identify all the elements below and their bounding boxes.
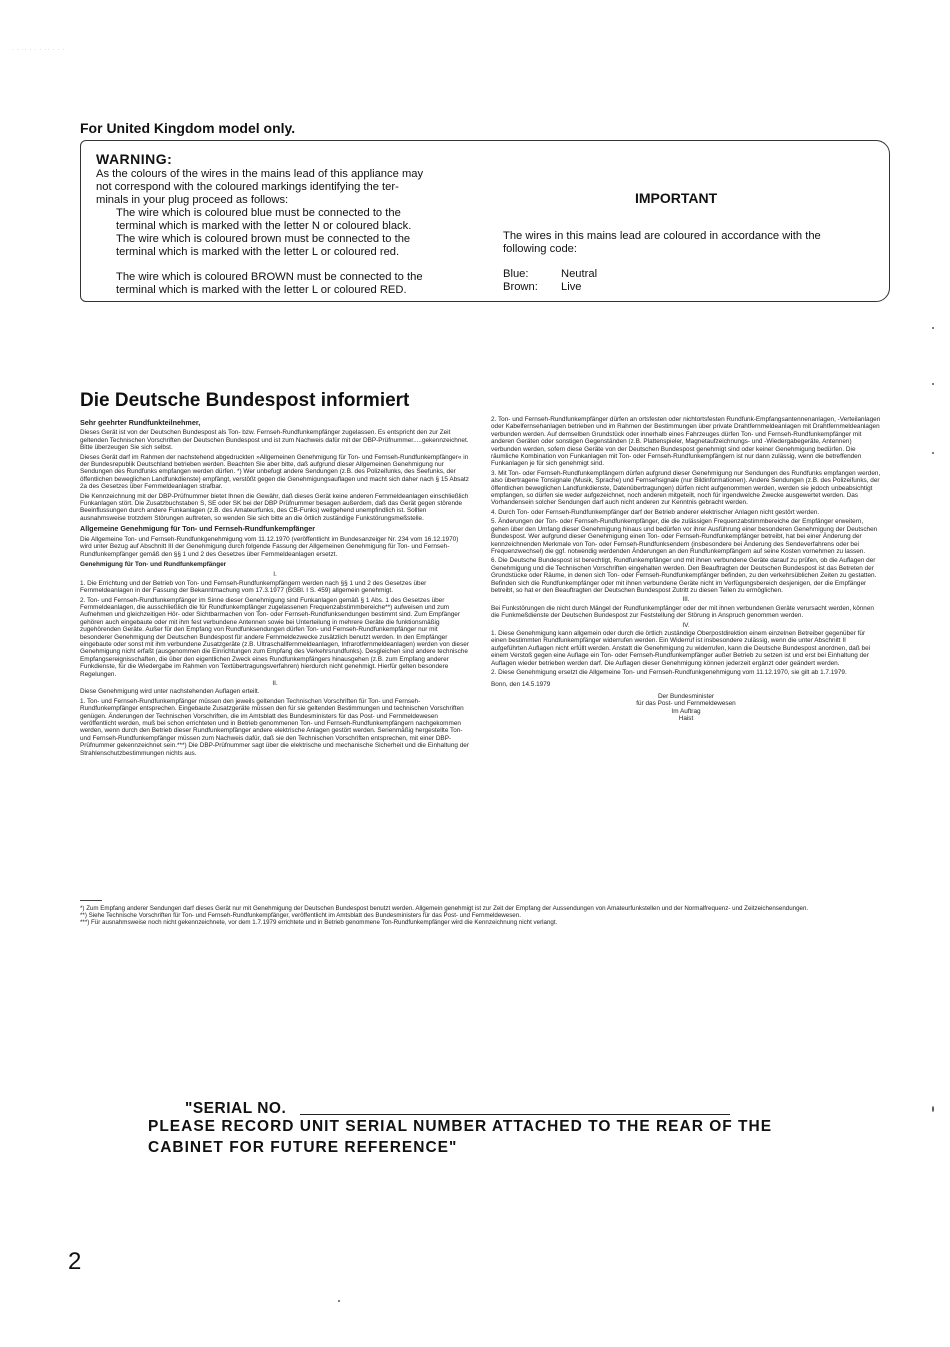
warning-final-line: terminal which is marked with the letter L or coloured RED. (116, 284, 407, 296)
salutation: Sehr geehrter Rundfunkteilnehmer, (80, 418, 201, 427)
section-item: 1. Diese Genehmigung kann allgemein oder durch die örtlich zuständige Oberpostdirektion einem einzelnen Betreiber gegenüber für einen bestimmten Rundfunkempfänger widerrufen werden. Ein Widerruf ist insbesondere zulässig, wenn die unter Abschnitt II aufgeführten Auflagen nicht erfüllt werden. Anstatt die Genehmigung zu widerrufen, kann die Deutsche Bundespost anordnen, daß bei einem Verstoß gegen eine Auflage ein Ton- oder Fernseh-Rundfunkempfänger außer Betrieb zu setzen ist und erst bei Einhaltung der Auflagen wieder betrieben werden darf. Die Auflagen dieser Genehmigung können jederzeit ergänzt oder geändert werden. (491, 629, 871, 667)
section-item: 2. Ton- und Fernseh-Rundfunkempfänger im Sinne dieser Genehmigung sind Funkanlagen gemäß § 1 Abs. 1 des Gesetzes über Fernmeldeanlagen, die ausschließlich die für Rundfunkempfänger zugelassenen Frequenzabstimmbereiche**) aufweisen und zum Aufnehmen und gleichzeitigen Hör- oder Sichtbarmachen von Ton- oder Fernseh-Rundfunksendungen bestimmt sind. Zum Empfänger gehören auch eingebaute oder mit ihm fest verbundene Antennen sowie bei Unterteilung in mehrere Geräte die funktionsmäßig zugehörenden Geräte. Außer für den Empfang von Rundfunksendungen dürfen Ton- und Fernseh-Rundfunkempfänger nur mit besonderer Genehmigung der Deutschen Bundespost für andere Fernmeldezwecke zusätzlich benutzt werden. In den Empfänger eingebaute oder sonst mit ihm verbundene Zusatzgeräte (z.B. Ultraschallfernmeldeanlagen, Infrarotfernmeldeanlagen) werden von dieser Genehmigung nicht erfaßt (ausgenommen die Einrichtungen zum Empfang des Verkehrsrundfunks). Desgleichen sind andere technische Empfangsereignisschaften, die über den eigentlichen Zweck eines Rundfunkempfängers hinausgehen (z.B. zum Empfang anderer Funkdienste, für die Wiedergabe im Rahmen von Textübertragungsverfahren) hierdurch nicht genehmigt. Hierfür gelten besondere Regelungen. (80, 596, 469, 678)
important-line: The wires in this mains lead are coloured in accordance with the (503, 230, 821, 242)
uk-model-title: For United Kingdom model only. (80, 120, 296, 136)
scan-speck (932, 452, 934, 454)
footnote: *) Zum Empfang anderer Sendungen darf dieses Gerät nur mit Genehmigung der Deutschen Bundespost benutzt werden. Allgemein genehmigt ist zur Zeit der Empfang der Aussendungen von Amateurfunkstellen und der Normalfrequenz- und Zeitzeichensendungen. (80, 905, 809, 912)
intro-paragraph: Dieses Gerät ist von der Deutschen Bundespost als Ton- bzw. Fernseh-Rundfunkempfänger zugelassen. Es entspricht den zur Zeit geltenden Technischen Vorschriften der Deutschen Bundespost und ist zum Nachweis dafür mit der DBP-Prüfnummer.....gekennzeichnet. Bitte überzeugen Sie sich selbst. (80, 429, 469, 452)
intro-paragraph: Die Kennzeichnung mit der DBP-Prüfnummer bietet Ihnen die Gewähr, daß dieses Gerät keine anderen Fernmeldeanlagen einschließlich Funkanlagen stört. Die Zusatzbuchstaben S, SE oder SK bei der DBP Prüfnummer besagen außerdem, daß das Gerät gegen störende Beeinflussungen durch andere Funkanlagen (z.B. des Amateurfunks, des CB-Funks) weitgehend unempfindlich ist. Sollten ausnahmsweise trotzdem Störungen auftreten, so wenden Sie sich bitte an die örtlich zuständige Funkstörungsmeßstelle. (80, 492, 469, 522)
warning-indented-line: terminal which is marked with the letter L or coloured red. (116, 246, 400, 258)
roman-numeral: III. (682, 596, 690, 604)
section-item: 3. Mit Ton- oder Fernseh-Rundfunkempfängern dürfen aufgrund dieser Genehmigung nur Sendungen des Rundfunks empfangen werden, also übertragene Tonsignale (Musik, Sprache) und Fernsehsignale (nur Bildinformationen). Andere Sendungen (z.B. des Polizeifunks, der öffentlichen beweglichen Landfunkdienste, Datenübertragungen) dürfen nicht aufgenommen werden, werden sie jedoch unbeabsichtigt empfangen, so dürfen sie weder aufgezeichnet, noch anderen mitgeteilt, noch für irgendwelche Zwecke ausgewertet werden. Das Vorhandensein solcher Sendungen darf auch nicht anderen zur Kenntnis gebracht werden. (491, 469, 881, 507)
signature-line: Haist (678, 715, 694, 723)
signature-line: Im Auftrag (671, 707, 701, 715)
warning-line: minals in your plug proceed as follows: (96, 194, 289, 206)
footnote: ***) Für ausnahmsweise noch nicht gekennzeichnete, vor dem 1.7.1979 errichtete und in Betrieb genommene Ton-Rundfunkempfänger wird die Kennzeichnung nicht verlangt. (80, 919, 558, 927)
important-heading: IMPORTANT (635, 190, 718, 206)
german-text-left-column (80, 416, 470, 759)
section-item: 2. Diese Genehmigung ersetzt die Allgemeine Ton- und Fernseh-Rundfunkgenehmigung vom 11.12.1970, sie gilt ab 1.7.1979. (491, 669, 847, 676)
bundespost-title: Die Deutsche Bundespost informiert (80, 390, 410, 411)
footnote: **) Siehe Technische Vorschriften für Ton- und Fernseh-Rundfunkempfänger, veröffentlicht im Amtsblatt des Bundesministers für das Post- und Fernmeldewesen. (80, 912, 521, 920)
scan-speck (932, 1106, 934, 1112)
scan-speck (932, 383, 934, 385)
signature-line: Der Bundesminister (657, 692, 715, 700)
signature-line: für das Post- und Fernmeldewesen (636, 700, 736, 708)
section-item: 2. Ton- und Fernseh-Rundfunkempfänger dürfen an ortsfesten oder nichtortsfesten Rundfunk-Empfangsantennenanlagen, -Verteilanlagen oder Kabelfernsehanlagen betrieben und im Rahmen der Bestimmungen über private Drahtfernmeldeanlagen mit Drahtfernmeldeanlagen verbunden werden. Auf demselben Grundstück oder innerhalb eines Fahrzeuges dürfen Ton- und Fernseh-Rundfunkempfänger mit anderen Geräten oder sonstigen Gegenständen (z.B. Plattenspieler, Magnetaufzeichnungs- und -Wiedergabegeräte, Antennen) verbunden werden, sofern diese Geräte von der Deutschen Bundespost genehmigt sind oder keiner Genehmigung bedürfen. Die räumliche Kombination von Funkanlagen mit Ton- oder Fernseh-Rundfunkempfängern ist nur dann zulässig, wenn die betreffenden Funkanlagen je für sich genehmigt sind. (491, 416, 881, 468)
scan-speck (338, 1300, 340, 1302)
section-item: 5. Änderungen der Ton- oder Fernseh-Rundfunkempfänger, die die zulässigen Frequenzabstimmbereiche der Empfänger erweitern, gehen über den Umfang dieser Genehmigung hinaus und bedürfen vor ihrer Ausführung einer besonderen Genehmigung der Deutschen Bundespost. Wer aufgrund dieser Genehmigung einen Ton- oder Fernseh-Rundfunkempfänger betreibt, hat bei einer Änderung der kennzeichnenden Merkmale von Ton- oder Fernseh-Rundfunksendern (insbesondere bei Änderung des Sendeverfahrens oder bei Frequenzwechsel) die ggf. notwendig werdenden Änderungen an den Rundfunkempfängern auf seine Kosten vornehmen zu lassen. (491, 518, 878, 555)
warning-indented-line: The wire which is coloured brown must be connected to the (116, 233, 411, 245)
footnotes (80, 905, 880, 927)
section-item: 1. Die Errichtung und der Betrieb von Ton- und Fernseh-Rundfunkempfängern werden nach §§ 1 und 2 des Gesetzes über Fernmeldeanlagen in der Fassung der Bekanntmachung vom 17.3.1977 (BGBl. I S. 459) allgemein genehmigt. (80, 579, 427, 595)
serial-instruction-line: PLEASE RECORD UNIT SERIAL NUMBER ATTACHED TO THE REAR OF THE (148, 1118, 773, 1135)
section-item: 4. Durch Ton- oder Fernseh-Rundfunkempfänger darf der Betrieb anderer elektrischer Anlagen nicht gestört werden. (491, 508, 820, 516)
roman-numeral: IV. (682, 621, 690, 629)
code-value-live: Live (561, 281, 582, 293)
footnote-rule (80, 900, 102, 901)
serial-no-blank-line (300, 1114, 730, 1115)
intro-paragraph: Dieses Gerät darf im Rahmen der nachstehend abgedruckten »Allgemeinen Genehmigung für Ton- und Fernseh-Rundfunkempfänger« in der Bundesrepublik Deutschland betrieben werden. Beachten Sie aber bitte, daß aufgrund dieser Allgemeinen Genehmigung nur Sendungen des Rundfunks empfangen werden dürfen. *) Wer unbefugt andere Sendungen (z.B. des Polizeifunks, des Seefunks, der öffentlichen beweglichen Landfunkdienste) empfängt, verstößt gegen die Genehmigungsauflagen und macht sich daher nach § 15 Absatz 2a des Gesetzes über Fernmeldeanlagen strafbar. (80, 453, 469, 491)
warning-line: As the colours of the wires in the mains lead of this appliance may (96, 168, 424, 180)
code-label-brown: Brown: (503, 281, 538, 293)
page-number: 2 (68, 1248, 82, 1275)
place-date: Bonn, den 14.5.1979 (491, 681, 551, 689)
section-paragraph: Bei Funkstörungen die nicht durch Mängel der Rundfunkempfänger oder der mit ihnen verbundenen Geräte verursacht werden, können die Funkmeßdienste der Deutschen Bundespost zur Feststellung der Störung in Anspruch genommen werden. (491, 604, 874, 620)
code-value-neutral: Neutral (561, 268, 598, 280)
serial-no-label: "SERIAL NO. (185, 1100, 287, 1117)
code-label-blue: Blue: (503, 268, 529, 280)
german-text-right-column (491, 416, 881, 722)
section-intro: Diese Genehmigung wird unter nachstehenden Auflagen erteilt. (80, 688, 260, 696)
allgemeine-heading: Allgemeine Genehmigung für Ton- und Fernseh-Rundfunkempfänger (80, 524, 316, 534)
scan-specks: · · ·· · · · ·· · · · (12, 47, 66, 53)
warning-line: not correspond with the coloured markings identifying the ter- (96, 181, 399, 193)
serial-instruction-line: CABINET FOR FUTURE REFERENCE" (148, 1139, 458, 1156)
warning-heading: WARNING: (96, 151, 173, 167)
warning-indented-line: The wire which is coloured blue must be connected to the (116, 207, 401, 219)
genehmigung-heading: Genehmigung für Ton- und Rundfunkempfänger (80, 560, 227, 568)
scan-speck (932, 327, 934, 329)
important-line: following code: (503, 243, 578, 255)
section-item: 1. Ton- und Fernseh-Rundfunkempfänger müssen den jeweils geltenden Technischen Vorschriften für Ton- und Fernseh-Rundfunkempfänger entsprechen. Eingebaute Zusatzgeräte müssen den für sie geltenden Bestimmungen und technischen Vorschriften genügen. Änderungen der Technischen Vorschriften, die im Amtsblatt des Bundesministers für das Post- und Fernmeldewesen veröffentlicht werden, muß bei schon errichteten und in Betrieb genommenen Ton- und Fernseh-Rundfunkempfängern nachgekommen werden, wenn durch den Betrieb dieser Rundfunkempfänger andere elektrische Anlagen gestört werden. Serienmäßig hergestellte Ton- und Fernseh-Rundfunkempfänger müssen zum Nachweis dafür, daß sie den Technischen Vorschriften entsprechen, mit einer DBP-Prüfnummer gekennzeichnet sein.***) Die DBP-Prüfnummer sagt über die elektrische und mechanische Sicherheit und die Einhaltung der Strahlenschutzbestimmungen nichts aus. (80, 697, 469, 757)
roman-numeral: II. (272, 680, 278, 687)
section-item: 6. Die Deutsche Bundespost ist berechtigt, Rundfunkempfänger und mit ihnen verbundene Geräte darauf zu prüfen, ob die Auflagen der Genehmigung und die Technischen Vorschriften eingehalten werden. Den Beauftragten der Deutschen Bundespost ist das Betreten der Grundstücke oder Räume, in denen sich Ton- oder Fernseh-Rundfunkempfänger befinden, zu den verkehrsüblichen Zeiten zu gestatten. Befinden sich die Rundfunkempfänger oder mit ihnen verbundene Geräte nicht im Verfügungsbereich desjenigen, der die Empfänger betreibt, so hat er den Beauftragten der Deutschen Bundespost Zutritt zu diesen Teilen zu ermöglichen. (491, 557, 877, 594)
roman-numeral: I. (273, 571, 277, 579)
allgemeine-intro: Die Allgemeine Ton- und Fernseh-Rundfunkgenehmigung vom 11.12.1970 (veröffentlicht im Bundesanzeiger Nr. 234 vom 16.12.1970) wird unter Bezug auf Abschnitt III der Genehmigung durch folgende Fassung der Allgemeinen Genehmigung für Ton- und Fernseh-Rundfunkempfänger gemäß den §§ 1 und 2 des Gesetzes über Fernmeldeanlagen ersetzt. (80, 535, 459, 558)
warning-indented-line: terminal which is marked with the letter N or coloured black. (116, 220, 412, 232)
warning-final-line: The wire which is coloured BROWN must be connected to the (116, 271, 423, 283)
